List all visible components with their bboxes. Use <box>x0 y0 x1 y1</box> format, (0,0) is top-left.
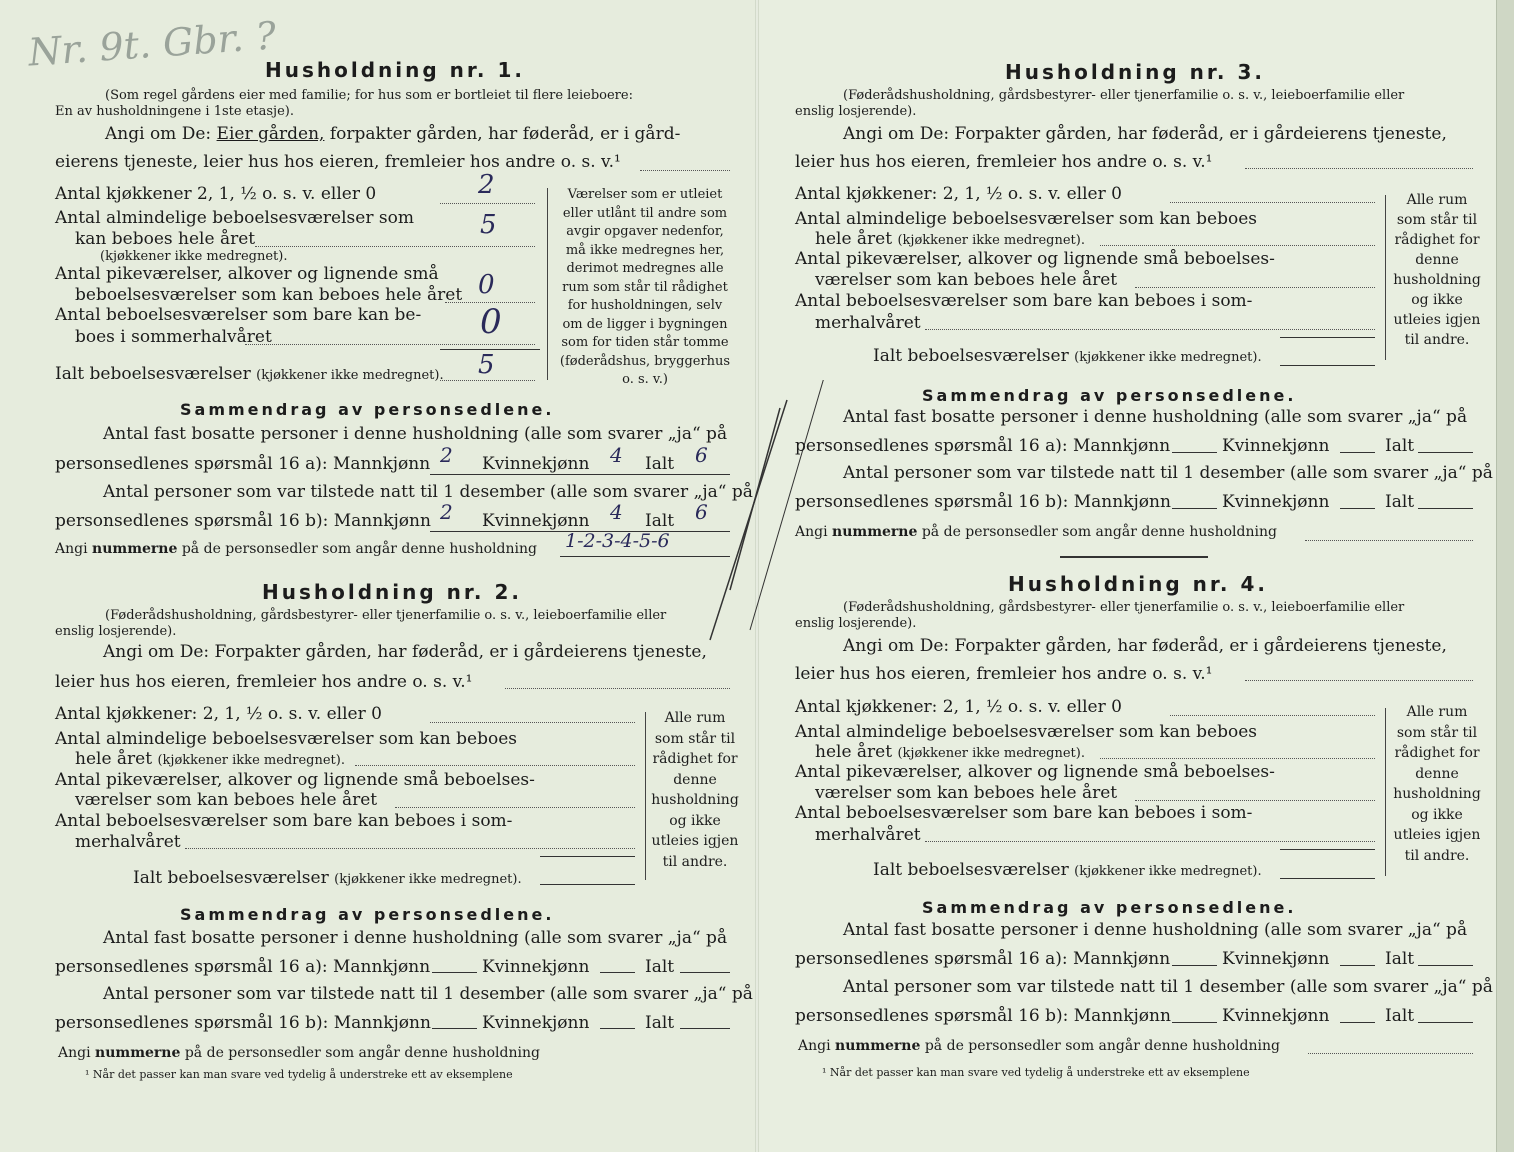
h2-nummerne <box>58 1045 540 1061</box>
h3-ialt-label: Ialt beboelsesværelser <box>873 346 1069 366</box>
h1-pike-value: 0 <box>478 270 495 300</box>
h1-ialt <box>55 364 444 384</box>
h3-angi-1: Angi om De: Forpakter gården, har føderåd, er i gårdeierens tjeneste, <box>843 124 1447 144</box>
h3-ialt-note: (kjøkkener ikke medregnet). <box>1074 350 1262 365</box>
h4-alm-2a: hele året <box>815 742 893 762</box>
h2-intro-2: enslig losjerende). <box>55 624 177 639</box>
h3-kjokken: Antal kjøkkener: 2, 1, ½ o. s. v. eller 0 <box>795 184 1122 204</box>
h3-pike-1: Antal pikeværelser, alkover og lignende små beboelses- <box>795 249 1275 269</box>
h4-pike-1: Antal pikeværelser, alkover og lignende små beboelses- <box>795 762 1275 782</box>
h2-side-note: Alle rum som står til rådighet for denne husholdning og ikke utleies igjen til andre. <box>651 710 739 870</box>
h1-i16b-label: Ialt <box>645 511 675 531</box>
h3-summary-title: Sammendrag av personsedlene. <box>922 386 1297 405</box>
h2-pike-1: Antal pikeværelser, alkover og lignende små beboelses- <box>55 770 535 790</box>
h3-som-2: merhalvåret <box>815 313 921 333</box>
h3-nummerne <box>795 524 1277 540</box>
h4-k16b-label: Kvinnekjønn <box>1222 1006 1330 1026</box>
h4-k16a-label: Kvinnekjønn <box>1222 949 1330 969</box>
h1-s16a-2: personsedlenes spørsmål 16 a): Mannkjønn <box>55 454 431 474</box>
h3-s16a-1: Antal fast bosatte personer i denne husholdning (alle som svarer „ja“ på <box>843 407 1468 427</box>
h1-angi-underlined: Eier gården, <box>216 124 325 144</box>
h1-k16b-label: Kvinnekjønn <box>482 511 590 531</box>
h4-nummerne-pre: Angi <box>798 1038 831 1054</box>
h3-alm-2 <box>815 229 1085 249</box>
h3-nummerne-post: på de personsedler som angår denne husholdning <box>921 524 1277 540</box>
h1-k16a: 4 <box>610 443 623 467</box>
h4-summary-title: Sammendrag av personsedlene. <box>922 898 1297 917</box>
h1-i16b: 6 <box>695 500 708 524</box>
margin-note: Nr. 9t. Gbr. ? <box>26 13 278 75</box>
h4-alm-1: Antal almindelige beboelsesværelser som kan beboes <box>795 722 1257 742</box>
h2-i16a-label: Ialt <box>645 957 675 977</box>
h2-summary-title: Sammendrag av personsedlene. <box>180 905 555 924</box>
h1-side-note: Værelser som er utleiet eller utlånt til andre som avgir opgaver nedenfor, må ikke medregnes her, derimot medregnes alle rum som står til rådighet for husholdningen, selv om de ligger i bygningen som for tiden står tomme (føderådshus, bryggerhus o. s. v.) <box>559 187 731 387</box>
h4-som-1: Antal beboelsesværelser som bare kan beboes i som- <box>795 803 1253 823</box>
h1-som-1: Antal beboelsesværelser som bare kan be- <box>55 305 422 325</box>
h2-alm-1: Antal almindelige beboelsesværelser som kan beboes <box>55 729 517 749</box>
h4-s16a-1: Antal fast bosatte personer i denne husholdning (alle som svarer „ja“ på <box>843 920 1468 940</box>
h3-k16a-label: Kvinnekjønn <box>1222 436 1330 456</box>
h3-alm-2b: (kjøkkener ikke medregnet). <box>897 233 1085 248</box>
h3-intro-1: (Føderådshusholdning, gårdsbestyrer- eller tjenerfamilie o. s. v., leieboerfamilie eller <box>843 88 1405 103</box>
h2-s16a-1: Antal fast bosatte personer i denne husholdning (alle som svarer „ja“ på <box>103 928 728 948</box>
strike-lines <box>690 380 850 650</box>
h3-intro-2: enslig losjerende). <box>795 104 917 119</box>
h3-nummerne-bold: nummerne <box>832 524 918 540</box>
h3-alm-1: Antal almindelige beboelsesværelser som kan beboes <box>795 209 1257 229</box>
h2-s16a-2: personsedlenes spørsmål 16 a): Mannkjønn <box>55 957 431 977</box>
h1-pike-1: Antal pikeværelser, alkover og lignende små <box>55 264 439 284</box>
h1-intro-2: En av husholdningene i 1ste etasje). <box>55 104 294 119</box>
h4-som-2: merhalvåret <box>815 825 921 845</box>
h4-pike-2: værelser som kan beboes hele året <box>815 783 1118 803</box>
h1-alm-2: kan beboes hele året <box>75 229 256 249</box>
h1-summary-title: Sammendrag av personsedlene. <box>180 400 555 419</box>
h1-ialt-label: Ialt beboelsesværelser <box>55 364 251 384</box>
h1-kjokken-value: 2 <box>478 170 495 200</box>
h4-side-note: Alle rum som står til rådighet for denne husholdning og ikke utleies igjen til andre. <box>1393 704 1481 864</box>
h3-angi-2: leier hus hos eieren, fremleier hos andre o. s. v.¹ <box>795 152 1213 172</box>
h3-alm-2a: hele året <box>815 229 893 249</box>
h1-s16b-2: personsedlenes spørsmål 16 b): Mannkjønn <box>55 511 431 531</box>
h2-nummerne-pre: Angi <box>58 1045 91 1061</box>
h1-nummerne-bold: nummerne <box>92 541 178 557</box>
h3-s16a-2: personsedlenes spørsmål 16 a): Mannkjønn <box>795 436 1171 456</box>
h1-s16a-1: Antal fast bosatte personer i denne husholdning (alle som svarer „ja“ på <box>103 424 728 444</box>
h2-kjokken: Antal kjøkkener: 2, 1, ½ o. s. v. eller 0 <box>55 704 382 724</box>
h2-angi-1: Angi om De: Forpakter gården, har føderåd, er i gårdeierens tjeneste, <box>103 642 707 662</box>
h1-ialt-value: 5 <box>478 350 495 380</box>
h1-k16b: 4 <box>610 500 623 524</box>
h4-alm-2 <box>815 742 1085 762</box>
h3-som-1: Antal beboelsesværelser som bare kan beboes i som- <box>795 291 1253 311</box>
h2-k16b-label: Kvinnekjønn <box>482 1013 590 1033</box>
h3-pike-2: værelser som kan beboes hele året <box>815 270 1118 290</box>
h4-i16b-label: Ialt <box>1385 1006 1415 1026</box>
h2-ialt <box>133 868 522 888</box>
h4-s16b-1: Antal personer som var tilstede natt til 1 desember (alle som svarer „ja“ på <box>843 977 1493 997</box>
h1-i16a-label: Ialt <box>645 454 675 474</box>
h1-nummerne-pre: Angi <box>55 541 88 557</box>
h2-som-2: merhalvåret <box>75 832 181 852</box>
h2-alm-2b: (kjøkkener ikke medregnet). <box>157 753 345 768</box>
h2-alm-2 <box>75 749 345 769</box>
h4-alm-2b: (kjøkkener ikke medregnet). <box>897 746 1085 761</box>
h2-s16b-2: personsedlenes spørsmål 16 b): Mannkjønn <box>55 1013 431 1033</box>
h2-k16a-label: Kvinnekjønn <box>482 957 590 977</box>
h2-ialt-note: (kjøkkener ikke medregnet). <box>334 872 522 887</box>
h2-ialt-label: Ialt beboelsesværelser <box>133 868 329 888</box>
h2-intro-1: (Føderådshusholdning, gårdsbestyrer- eller tjenerfamilie o. s. v., leieboerfamilie eller <box>105 608 667 623</box>
h4-angi-1: Angi om De: Forpakter gården, har føderåd, er i gårdeierens tjeneste, <box>843 636 1447 656</box>
h1-ialt-note: (kjøkkener ikke medregnet). <box>256 368 444 383</box>
section-divider <box>1060 556 1208 558</box>
h3-nummerne-pre: Angi <box>795 524 828 540</box>
h1-angi-line-2: eierens tjeneste, leier hus hos eieren, fremleier hos andre o. s. v.¹ <box>55 152 621 172</box>
h1-m16a: 2 <box>440 443 453 467</box>
h2-nummerne-post: på de personsedler som angår denne husholdning <box>184 1045 540 1061</box>
h3-s16b-2: personsedlenes spørsmål 16 b): Mannkjønn <box>795 492 1171 512</box>
h4-s16a-2: personsedlenes spørsmål 16 a): Mannkjønn <box>795 949 1171 969</box>
h2-pike-2: værelser som kan beboes hele året <box>75 790 378 810</box>
h1-alm-1: Antal almindelige beboelsesværelser som <box>55 208 414 228</box>
h1-som-value: 0 <box>480 302 502 342</box>
h4-angi-2: leier hus hos eieren, fremleier hos andre o. s. v.¹ <box>795 664 1213 684</box>
h2-nummerne-bold: nummerne <box>95 1045 181 1061</box>
h1-kjokken: Antal kjøkkener 2, 1, ½ o. s. v. eller 0 <box>55 184 377 204</box>
h1-m16b: 2 <box>440 500 453 524</box>
h4-s16b-2: personsedlenes spørsmål 16 b): Mannkjønn <box>795 1006 1171 1026</box>
h4-kjokken: Antal kjøkkener: 2, 1, ½ o. s. v. eller 0 <box>795 697 1122 717</box>
h4-nummerne-bold: nummerne <box>835 1038 921 1054</box>
h1-alm-value: 5 <box>480 210 497 240</box>
h1-i16a: 6 <box>695 443 708 467</box>
h1-pike-2: beboelsesværelser som kan beboes hele året <box>75 285 463 305</box>
h1-angi-post: forpakter gården, har føderåd, er i gård- <box>329 124 681 144</box>
h3-s16b-1: Antal personer som var tilstede natt til 1 desember (alle som svarer „ja“ på <box>843 463 1493 483</box>
h3-title: Husholdning nr. 3. <box>1005 60 1265 84</box>
h1-angi-line-1 <box>105 124 680 144</box>
h4-intro-2: enslig losjerende). <box>795 616 917 631</box>
h1-intro-1: (Som regel gårdens eier med familie; for hus som er bortleiet til flere leieboere: <box>105 88 633 103</box>
h4-ialt <box>873 860 1262 880</box>
h2-som-1: Antal beboelsesværelser som bare kan beboes i som- <box>55 811 513 831</box>
page-edge <box>1496 0 1514 1152</box>
h3-ialt <box>873 346 1262 366</box>
h2-footnote: ¹ Når det passer kan man svare ved tydelig å understreke ett av eksemplene <box>85 1068 513 1081</box>
h1-s16b-1: Antal personer som var tilstede natt til 1 desember (alle som svarer „ja“ på <box>103 482 753 502</box>
h1-nummerne <box>55 541 537 557</box>
h2-alm-2a: hele året <box>75 749 153 769</box>
h4-title: Husholdning nr. 4. <box>1008 572 1268 596</box>
h3-i16a-label: Ialt <box>1385 436 1415 456</box>
h1-k16a-label: Kvinnekjønn <box>482 454 590 474</box>
h1-angi-pre: Angi om De: <box>105 124 212 144</box>
h4-ialt-note: (kjøkkener ikke medregnet). <box>1074 864 1262 879</box>
h4-ialt-label: Ialt beboelsesværelser <box>873 860 1069 880</box>
h3-side-note: Alle rum som står til rådighet for denne husholdning og ikke utleies igjen til andre. <box>1393 192 1481 348</box>
h2-s16b-1: Antal personer som var tilstede natt til 1 desember (alle som svarer „ja“ på <box>103 984 753 1004</box>
h2-title: Husholdning nr. 2. <box>262 580 522 604</box>
h4-nummerne-post: på de personsedler som angår denne husholdning <box>924 1038 1280 1054</box>
h1-numbers: 1-2-3-4-5-6 <box>565 530 670 552</box>
h3-i16b-label: Ialt <box>1385 492 1415 512</box>
h1-title: Husholdning nr. 1. <box>265 58 525 82</box>
h2-i16b-label: Ialt <box>645 1013 675 1033</box>
h1-som-2: boes i sommerhalvåret <box>75 327 272 347</box>
h1-nummerne-post: på de personsedler som angår denne husholdning <box>181 541 537 557</box>
h1-alm-3: (kjøkkener ikke medregnet). <box>100 249 288 264</box>
h2-angi-2: leier hus hos eieren, fremleier hos andre o. s. v.¹ <box>55 672 473 692</box>
h4-nummerne <box>798 1038 1280 1054</box>
h3-k16b-label: Kvinnekjønn <box>1222 492 1330 512</box>
h4-footnote: ¹ Når det passer kan man svare ved tydelig å understreke ett av eksemplene <box>822 1066 1250 1079</box>
h4-i16a-label: Ialt <box>1385 949 1415 969</box>
h4-intro-1: (Føderådshusholdning, gårdsbestyrer- eller tjenerfamilie o. s. v., leieboerfamilie eller <box>843 600 1405 615</box>
